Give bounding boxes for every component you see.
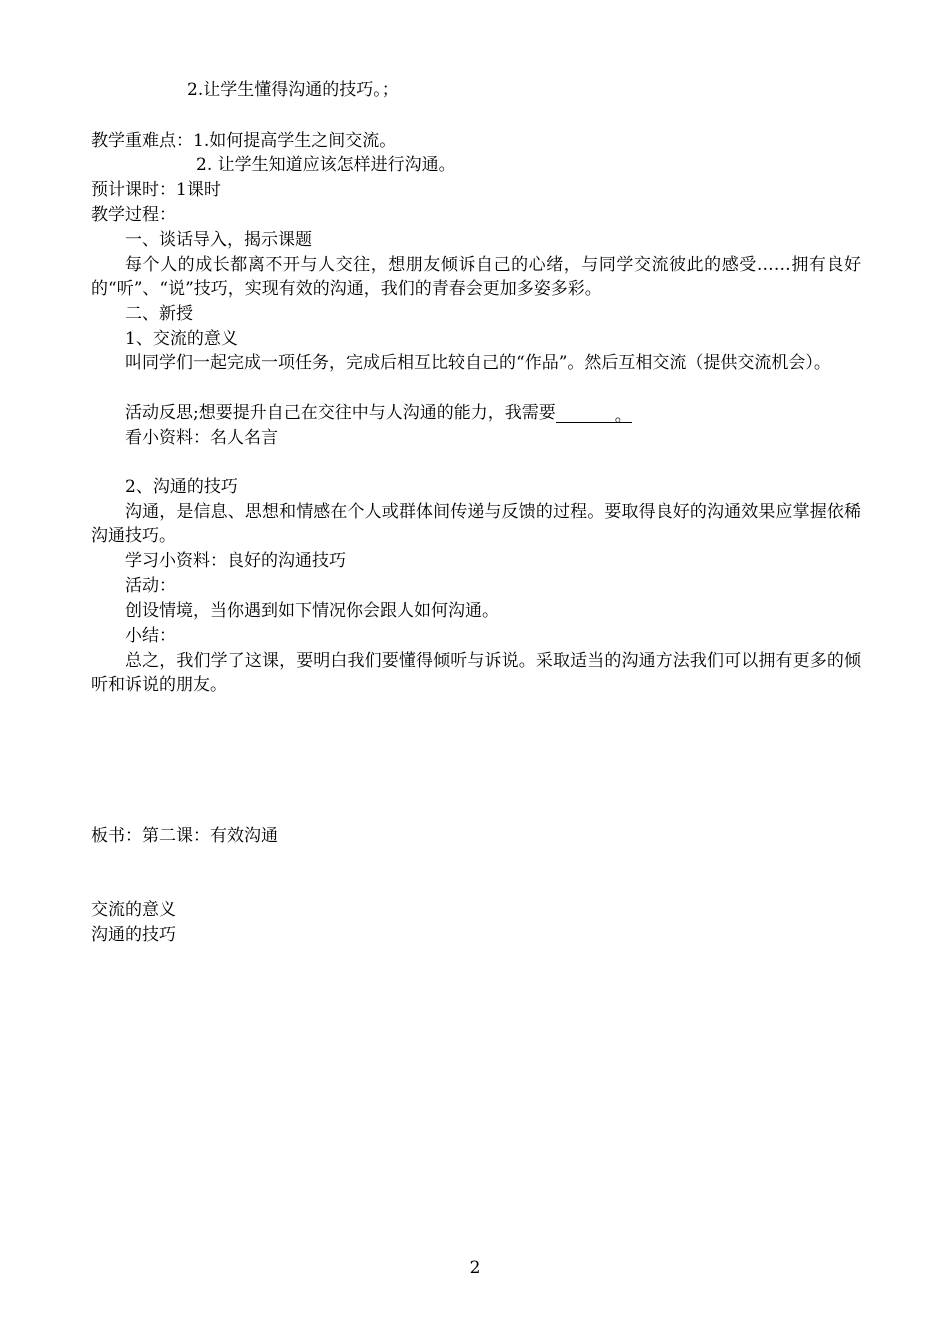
reflection-line (91, 401, 632, 425)
sub1-heading: 1、交流的意义 (125, 329, 238, 349)
summary-label: 小结： (125, 626, 176, 646)
sub2-body: 沟通，是信息、思想和情感在个人或群体间传递与反馈的过程。要取得良好的沟通效果应掌握依稀沟通技巧。 (91, 502, 861, 546)
reflection-blank: 。 (556, 404, 632, 423)
sub2-heading: 2、沟通的技巧 (125, 477, 238, 497)
reflection-prompt: 活动反思;想要提升自己在交往中与人沟通的能力，我需要 (125, 403, 556, 423)
sub2-material: 学习小资料：良好的沟通技巧 (125, 551, 346, 571)
section1-heading: 一、谈话导入，揭示课题 (125, 230, 312, 250)
sub1-material: 看小资料：名人名言 (125, 428, 278, 448)
key-points-item-1: 教学重难点：1.如何提高学生之间交流。 (91, 131, 397, 151)
summary-body: 总之，我们学了这课，要明白我们要懂得倾听与诉说。采取适当的沟通方法我们可以拥有更多的倾听和诉说的朋友。 (91, 651, 861, 695)
objective-item-2: 2.让学生懂得沟通的技巧。； (187, 80, 399, 100)
page-number: 2 (469, 1258, 481, 1278)
activity-label: 活动： (125, 576, 176, 596)
board-item: 交流的意义 (91, 900, 176, 920)
board-title: 板书：第二课：有效沟通 (91, 826, 278, 846)
section1-body: 每个人的成长都离不开与人交往，想朋友倾诉自己的心绪，与同学交流彼此的感受……拥有良好的“听”、“说”技巧，实现有效的沟通，我们的青春会更加多姿多彩。 (91, 255, 861, 299)
sub1-body: 叫同学们一起完成一项任务，完成后相互比较自己的“作品”。然后互相交流（提供交流机会）。 (125, 353, 831, 373)
section2-heading: 二、新授 (125, 304, 193, 324)
key-points-item-2: 2. 让学生知道应该怎样进行沟通。 (196, 155, 456, 175)
board-item: 沟通的技巧 (91, 925, 176, 945)
activity-body: 创设情境，当你遇到如下情况你会跟人如何沟通。 (125, 601, 499, 621)
process-heading: 教学过程： (91, 205, 176, 225)
duration-line: 预计课时：1课时 (91, 180, 221, 200)
